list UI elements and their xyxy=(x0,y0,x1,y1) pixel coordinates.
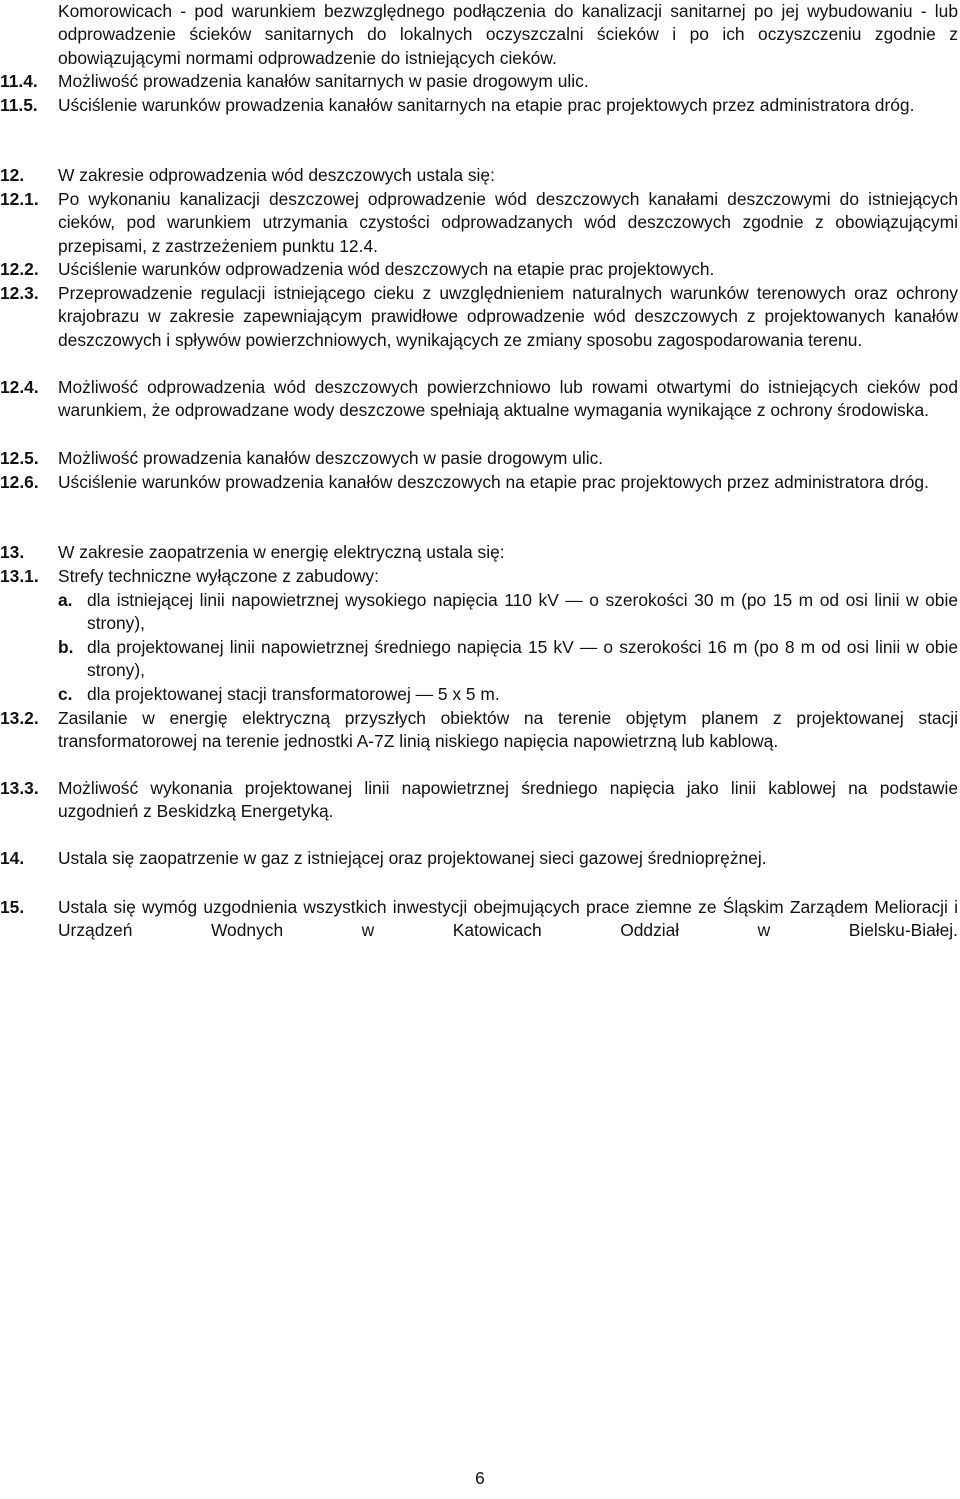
list-item-a xyxy=(58,589,958,636)
section-number: 12.2. xyxy=(0,259,39,279)
section-12-3 xyxy=(0,282,958,352)
section-text: Ustala się zaopatrzenie w gaz z istniejącej oraz projektowanej sieci gazowej średnioprężnej. xyxy=(58,848,767,868)
section-14 xyxy=(0,847,958,870)
page-number: 6 xyxy=(475,1468,485,1488)
intro-paragraph xyxy=(58,0,958,70)
section-number: 13.2. xyxy=(0,708,39,728)
section-number: 13.3. xyxy=(0,778,39,798)
section-text: Po wykonaniu kanalizacji deszczowej odprowadzenie wód deszczowych kanałami deszczowymi do istniejących cieków, pod warunkiem utrzymania czystości odprowadzanych wód deszczowych zgodnie z obowiązującymi przepisami, z zastrzeżeniem punktu 12.4. xyxy=(58,189,958,256)
section-15 xyxy=(0,896,958,943)
section-text: Uściślenie warunków odprowadzenia wód deszczowych na etapie prac projektowych. xyxy=(58,259,715,279)
section-number: 12.3. xyxy=(0,283,39,303)
section-13 xyxy=(0,541,958,564)
section-number: 13.1. xyxy=(0,566,39,586)
section-number: 12.4. xyxy=(0,377,39,397)
section-11-4 xyxy=(0,70,958,93)
section-number: 12.5. xyxy=(0,448,39,468)
section-12-5 xyxy=(0,447,958,470)
section-number: 12.6. xyxy=(0,472,39,492)
section-text: Możliwość wykonania projektowanej linii napowietrznej średniego napięcia jako linii kablowej na podstawie uzgodnień z Beskidzką Energetyką. xyxy=(58,778,958,822)
section-text: Możliwość prowadzenia kanałów deszczowych w pasie drogowym ulic. xyxy=(58,448,604,468)
section-text: Uściślenie warunków prowadzenia kanałów sanitarnych na etapie prac projektowych przez administratora dróg. xyxy=(58,95,915,115)
list-letter: a. xyxy=(58,590,73,610)
list-item-text: dla projektowanej stacji transformatorowej — 5 x 5 m. xyxy=(87,684,500,704)
section-text: Możliwość odprowadzenia wód deszczowych powierzchniowo lub rowami otwartymi do istniejących cieków pod warunkiem, że odprowadzane wody deszczowe spełniają aktualne wymagania wynikające z ochrony środowiska. xyxy=(58,377,958,421)
section-number: 11.5. xyxy=(0,95,38,115)
list-letter: b. xyxy=(58,637,74,657)
section-text: Przeprowadzenie regulacji istniejącego cieku z uwzględnieniem naturalnych warunków terenowych oraz ochrony krajobrazu w zakresie zapewniającym prawidłowe odprowadzenie wód deszczowych z projektowanych kanałów deszczowych i spływów powierzchniowych, wynikających ze zmiany sposobu zagospodarowania terenu. xyxy=(58,283,958,350)
section-heading: W zakresie odprowadzenia wód deszczowych ustala się: xyxy=(58,165,495,185)
section-12-1 xyxy=(0,188,958,258)
section-heading: W zakresie zaopatrzenia w energię elektryczną ustala się: xyxy=(58,542,505,562)
section-text: Ustala się wymóg uzgodnienia wszystkich inwestycji obejmujących prace ziemne ze Śląskim Zarządem Melioracji i Urządzeń Wodnych w Katowicach Oddział w Bielsku-Białej. xyxy=(58,897,958,941)
section-number: 13. xyxy=(0,542,25,562)
section-text: Zasilanie w energię elektryczną przyszłych obiektów na terenie objętym planem z projektowanej stacji transformatorowej na terenie jednostki A-7Z linią niskiego napięcia napowietrzną lub kablową. xyxy=(58,708,958,752)
section-number: 15. xyxy=(0,897,25,917)
section-number: 14. xyxy=(0,848,25,868)
section-number: 11.4. xyxy=(0,71,38,91)
list-item-text: dla istniejącej linii napowietrznej wysokiego napięcia 110 kV — o szerokości 30 m (po 15 m od osi linii w obie strony), xyxy=(87,590,958,634)
list-item-text: dla projektowanej linii napowietrznej średniego napięcia 15 kV — o szerokości 16 m (po 8 m od osi linii w obie strony), xyxy=(87,637,958,681)
section-text: Możliwość prowadzenia kanałów sanitarnych w pasie drogowym ulic. xyxy=(58,71,589,91)
section-text: Uściślenie warunków prowadzenia kanałów deszczowych na etapie prac projektowych przez administratora dróg. xyxy=(58,472,929,492)
section-12-6 xyxy=(0,471,958,494)
section-text: Strefy techniczne wyłączone z zabudowy: xyxy=(58,566,379,586)
section-12 xyxy=(0,164,958,187)
section-number: 12.1. xyxy=(0,189,39,209)
list-item-c xyxy=(58,683,958,706)
section-12-4 xyxy=(0,376,958,423)
section-11-5 xyxy=(0,94,958,117)
intro-text: Komorowicach - pod warunkiem bezwzględnego podłączenia do kanalizacji sanitarnej po jej wybudowaniu - lub odprowadzenie ścieków sanitarnych do lokalnych oczyszczalni ścieków i po ich oczyszczeniu zgodnie z obowiązującymi normami odprowadzenie do istniejących cieków. xyxy=(58,1,958,68)
section-13-2 xyxy=(0,707,958,754)
list-item-b xyxy=(58,636,958,683)
section-13-1 xyxy=(0,565,958,588)
section-12-2 xyxy=(0,258,958,281)
list-letter: c. xyxy=(58,684,73,704)
section-13-3 xyxy=(0,777,958,824)
section-number: 12. xyxy=(0,165,25,185)
